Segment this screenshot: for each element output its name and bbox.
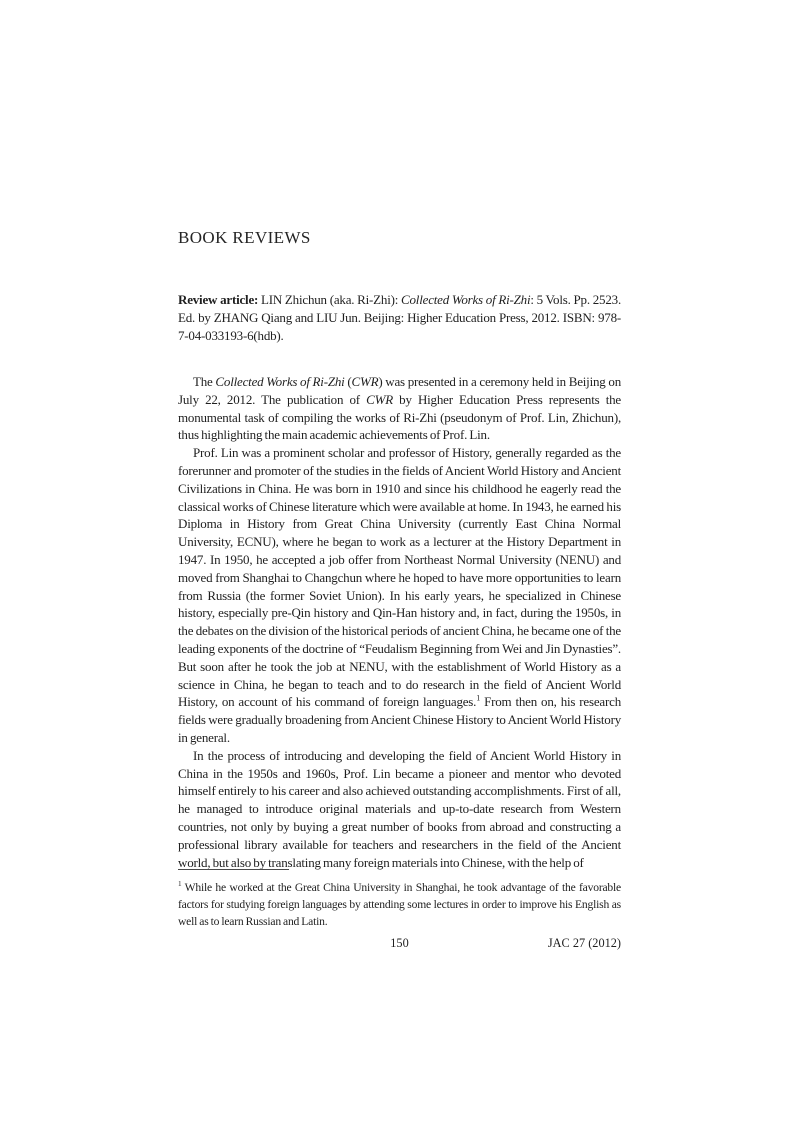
- review-citation: Review article: LIN Zhichun (aka. Ri-Zhi): Collected Works of Ri-Zhi: 5 Vols. Pp. 2523. Ed. by ZHANG Qiang and LIU Jun. Beijing: Higher Education Press, 2012. ISBN: 978-7-04-033193-6(hdb).: [178, 292, 621, 343]
- footnote-rule: [178, 869, 289, 870]
- paragraph-intro: The Collected Works of Ri-Zhi (CWR) was presented in a ceremony held in Beijing on July 22, 2012. The publication of CWR by Higher Education Press represents the monumental task of compiling the works of Ri-Zhi (pseudonym of Prof. Lin, Zhichun), thus highlighting the main academic achievements of Prof. Lin.: [178, 374, 621, 443]
- page-footer: [178, 936, 621, 952]
- page-number: 150: [390, 936, 409, 950]
- footnote-text: $^1$ While he worked at the Great China University in Shanghai, he took advantage of the favorable factors for studying foreign languages by attending some lectures in order to improve his English as well as to learn Russian and Latin.: [178, 880, 621, 928]
- article-body: [178, 373, 621, 871]
- paragraph-accomplishments: In the process of introducing and developing the field of Ancient World History in China in the 1950s and 1960s, Prof. Lin became a pioneer and mentor who devoted himself entirely to his career and also achieved outstanding accomplishments. First of all, he managed to introduce original materials and up-to-date research from Western countries, not only by buying a great number of books from abroad and constructing a professional library available for teachers and researchers in the field of the Ancient world, but also by translating many foreign materials into Chinese, with the help of: [178, 747, 621, 870]
- page-title: BOOK REVIEWS: [178, 228, 311, 247]
- footnote-area: [178, 869, 621, 930]
- paragraph-biography: Prof. Lin was a prominent scholar and professor of History, generally regarded as the forerunner and promoter of the studies in the fields of Ancient World History and Ancient Civilizations in China. He was born in 1910 and since his childhood he eagerly read the classical works of Chinese literature which were available at home. In 1943, he earned his Diploma in History from Great China University (currently East China Normal University, ECNU), where he began to work as a lecturer at the History Department in 1947. In 1950, he accepted a job offer from Northeast Normal University (NENU) and moved from Shanghai to Changchun where he hoped to have more opportunities to learn from Russia (the former Soviet Union). In his early years, he specialized in Chinese history, especially pre-Qin history and Qin-Han history and, in fact, during the 1950s, in the debates on the division of the historical periods of ancient China, he became one of the leading exponents of the doctrine of “Feudalism Beginning from Wei and Jin Dynasties”. But soon after he took the job at NENU, with the establishment of World History as a science in China, he began to teach and to do research in the field of Ancient World History, on account of his command of foreign languages.$^1$ From then on, his research fields were gradually broadening from Ancient Chinese History to Ancient World History in general.: [178, 445, 621, 745]
- journal-reference: JAC 27 (2012): [547, 936, 621, 950]
